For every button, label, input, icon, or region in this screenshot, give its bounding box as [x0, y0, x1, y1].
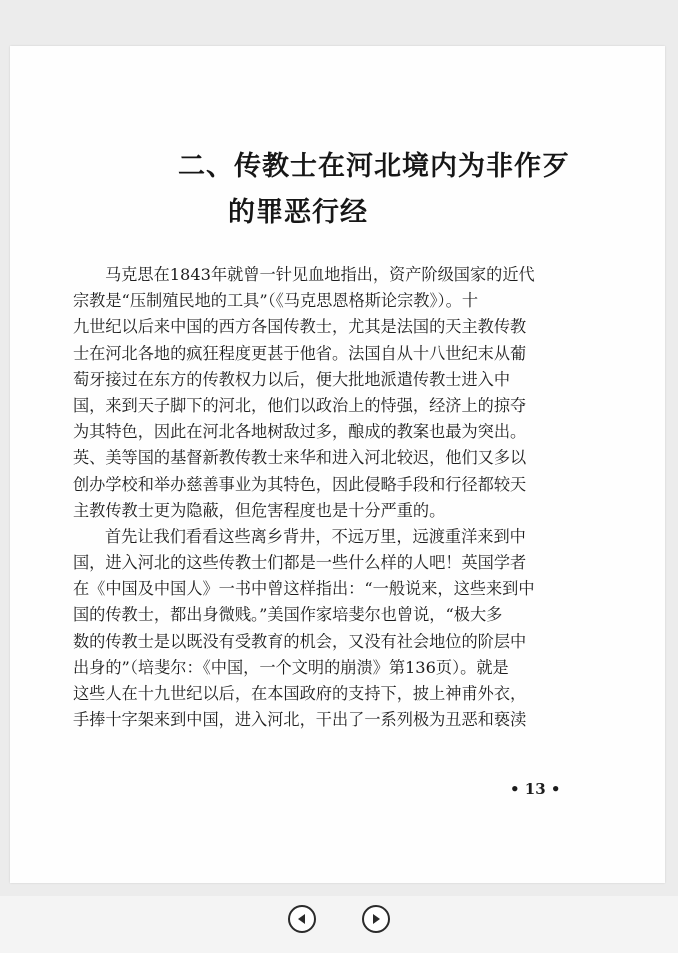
text-line: 首先让我们看看这些离乡背井，不远万里，远渡重洋来到中	[105, 526, 526, 546]
text-line: 国，进入河北的这些传教士们都是一些什么样的人吧！英国学者	[73, 553, 527, 573]
text-line: 九世纪以后来中国的西方各国传教士，尤其是法国的天主教传教	[73, 317, 527, 337]
text-line: 国的传教士，都出身微贱。”美国作家培斐尔也曾说，“极大多	[73, 605, 503, 625]
text-line: 创办学校和举办慈善事业为其特色，因此侵略手段和行径都较天	[73, 474, 527, 494]
arrow-right-icon	[370, 913, 382, 925]
text-line: 主教传教士更为隐蔽，但危害程度也是十分严重的。	[73, 500, 446, 520]
chapter-title-line-1: 二、传教士在河北境内为非作歹	[178, 151, 570, 182]
text-line: 这些人在十九世纪以后，在本国政府的支持下，披上神甫外衣，	[73, 684, 527, 703]
text-line: 萄牙接过在东方的传教权力以后，便大批地派遣传教士进入中	[73, 369, 511, 389]
text-line: 士在河北各地的疯狂程度更甚于他省。法国自从十八世纪末从葡	[73, 343, 527, 363]
text-line: 马克思在1843年就曾一针见血地指出，资产阶级国家的近代	[105, 265, 535, 284]
body-text	[73, 262, 613, 733]
text-line: 数的传教士是以既没有受教育的机会，又没有社会地位的阶层中	[73, 631, 527, 651]
text-line: 出身的”（培斐尔：《中国，一个文明的崩溃》第136页）。就是	[73, 657, 509, 677]
page-number: • 13 •	[510, 780, 561, 798]
text-line: 国，来到天子脚下的河北，他们以政治上的恃强，经济上的掠夺	[73, 395, 527, 415]
arrow-left-icon	[296, 913, 308, 925]
previous-page-button[interactable]	[288, 905, 316, 933]
text-line: 英、美等国的基督新教传教士来华和进入河北较迟，他们又多以	[73, 448, 527, 468]
page-navigation-bar	[0, 896, 678, 953]
chapter-title-line-2: 的罪恶行经	[228, 197, 368, 228]
text-line: 在《中国及中国人》一书中曾这样指出：“一般说来，这些来到中	[73, 579, 535, 599]
next-page-button[interactable]	[362, 905, 390, 933]
text-line: 手捧十字架来到中国，进入河北，干出了一系列极为丑恶和亵渎	[73, 710, 527, 730]
text-line: 为其特色，因此在河北各地树敌过多，酿成的教案也最为突出。	[73, 422, 527, 442]
text-line: 宗教是“压制殖民地的工具”（《马克思恩格斯论宗教》）。十	[73, 291, 479, 311]
document-page	[10, 46, 665, 883]
